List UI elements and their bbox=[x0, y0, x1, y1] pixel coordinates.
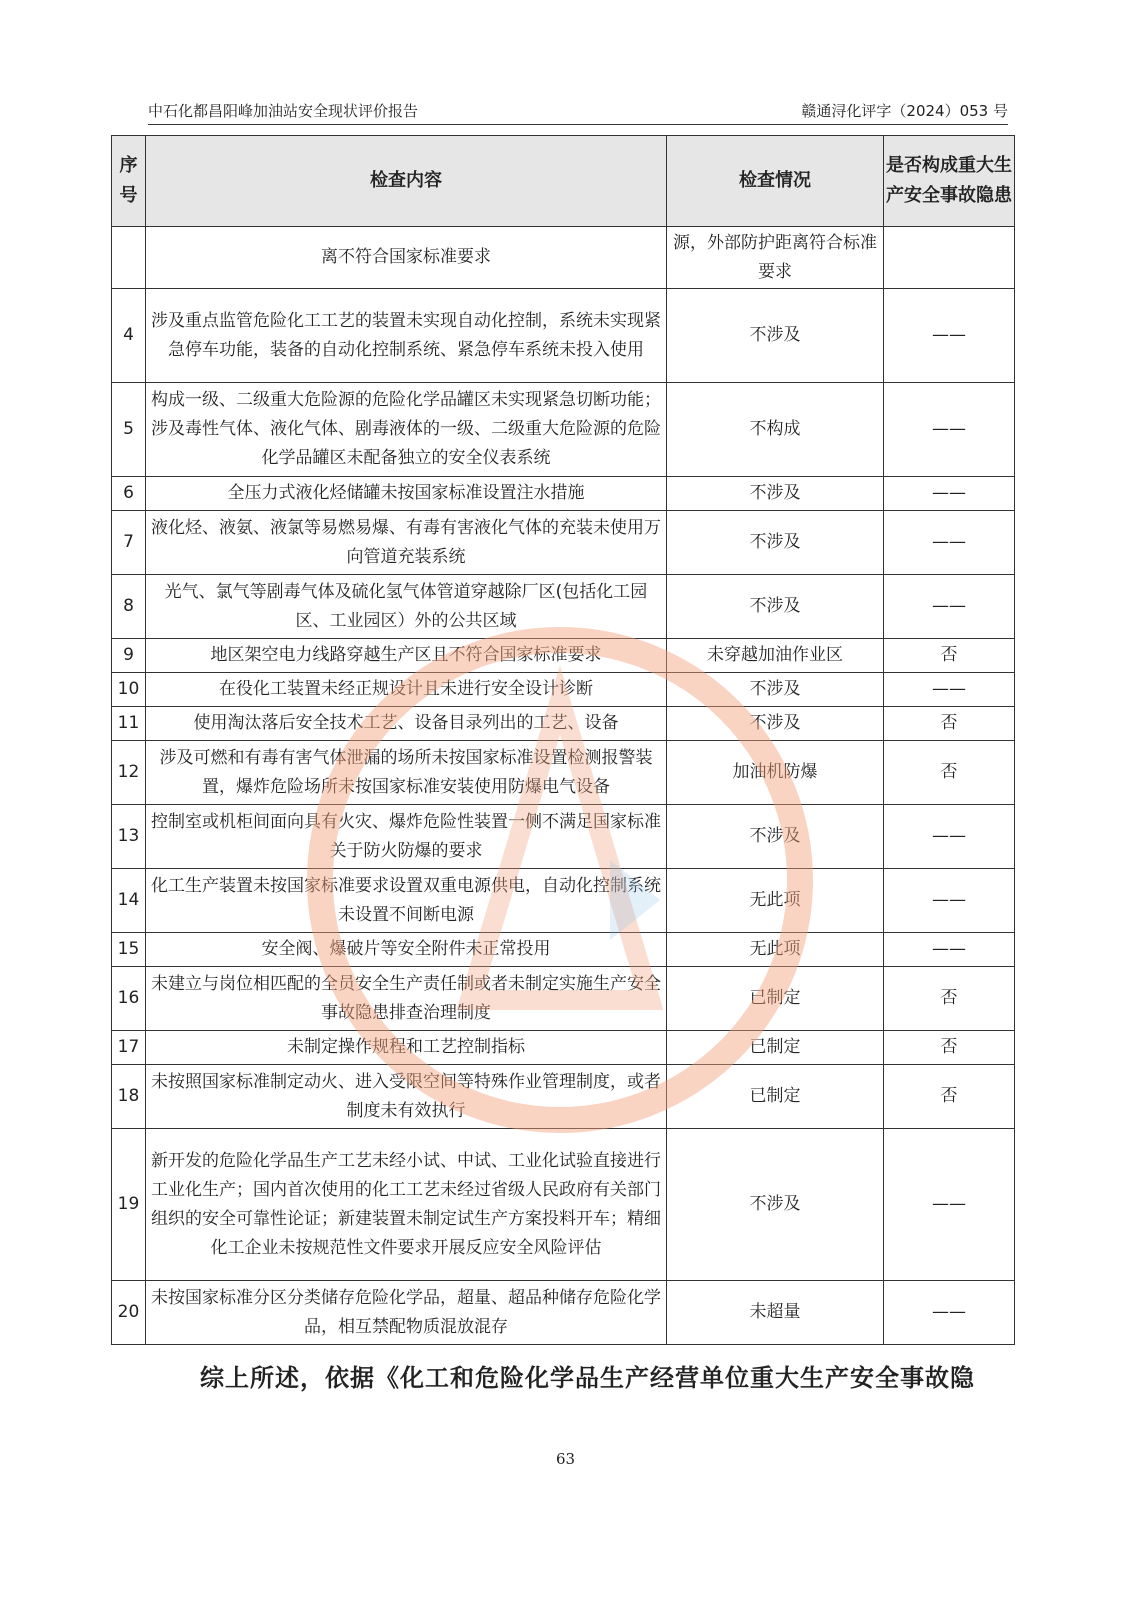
row-number-cell: 16 bbox=[112, 967, 146, 1031]
check-status-cell: 不涉及 bbox=[667, 289, 884, 383]
table-row bbox=[112, 673, 1015, 707]
hazard-verdict-cell: —— bbox=[884, 1281, 1015, 1345]
check-status-cell: 不涉及 bbox=[667, 575, 884, 639]
table-row bbox=[112, 575, 1015, 639]
row-number-cell: 7 bbox=[112, 511, 146, 575]
conclusion-text: 综上所述，依据《化工和危险化学品生产经营单位重大生产安全事故隐 bbox=[200, 1364, 975, 1392]
check-status-cell: 已制定 bbox=[667, 967, 884, 1031]
table-row bbox=[112, 869, 1015, 933]
row-number-cell: 9 bbox=[112, 639, 146, 673]
check-status-cell: 未穿越加油作业区 bbox=[667, 639, 884, 673]
page-number: 63 bbox=[555, 1450, 576, 1468]
row-number-cell: 8 bbox=[112, 575, 146, 639]
table-row bbox=[112, 967, 1015, 1031]
row-number-cell: 20 bbox=[112, 1281, 146, 1345]
col-header-hazard: 是否构成重大生产安全事故隐患 bbox=[884, 136, 1015, 227]
table-row bbox=[112, 477, 1015, 511]
row-number-cell: 10 bbox=[112, 673, 146, 707]
page-header bbox=[148, 98, 1008, 125]
check-content-cell: 液化烃、液氨、液氯等易燃易爆、有毒有害液化气体的充装未使用万向管道充装系统 bbox=[146, 511, 667, 575]
check-status-cell: 不构成 bbox=[667, 383, 884, 477]
hazard-verdict-cell: —— bbox=[884, 673, 1015, 707]
hazard-verdict-cell: —— bbox=[884, 933, 1015, 967]
row-number-cell: 12 bbox=[112, 741, 146, 805]
col-header-content: 检查内容 bbox=[146, 136, 667, 227]
col-header-no: 序号 bbox=[112, 136, 146, 227]
hazard-verdict-cell: —— bbox=[884, 289, 1015, 383]
check-status-cell: 不涉及 bbox=[667, 477, 884, 511]
row-number-cell: 5 bbox=[112, 383, 146, 477]
row-number-cell: 17 bbox=[112, 1031, 146, 1065]
table-row bbox=[112, 383, 1015, 477]
check-content-cell: 未制定操作规程和工艺控制指标 bbox=[146, 1031, 667, 1065]
hazard-verdict-cell: 否 bbox=[884, 639, 1015, 673]
check-status-cell: 已制定 bbox=[667, 1031, 884, 1065]
check-content-cell: 构成一级、二级重大危险源的危险化学品罐区未实现紧急切断功能；涉及毒性气体、液化气体、剧毒液体的一级、二级重大危险源的危险化学品罐区未配备独立的安全仪表系统 bbox=[146, 383, 667, 477]
row-number-cell: 19 bbox=[112, 1129, 146, 1281]
check-content-cell: 未按照国家标准制定动火、进入受限空间等特殊作业管理制度，或者制度未有效执行 bbox=[146, 1065, 667, 1129]
table-row bbox=[112, 511, 1015, 575]
table-row bbox=[112, 639, 1015, 673]
hazard-verdict-cell: 否 bbox=[884, 967, 1015, 1031]
inspection-table bbox=[111, 135, 1015, 1345]
hazard-verdict-cell: —— bbox=[884, 1129, 1015, 1281]
row-number-cell: 14 bbox=[112, 869, 146, 933]
table-body bbox=[112, 227, 1015, 1345]
check-content-cell: 未按国家标准分区分类储存危险化学品，超量、超品种储存危险化学品，相互禁配物质混放混存 bbox=[146, 1281, 667, 1345]
check-status-cell: 加油机防爆 bbox=[667, 741, 884, 805]
hazard-verdict-cell: —— bbox=[884, 805, 1015, 869]
check-content-cell: 全压力式液化烃储罐未按国家标准设置注水措施 bbox=[146, 477, 667, 511]
table-row bbox=[112, 805, 1015, 869]
check-status-cell: 不涉及 bbox=[667, 805, 884, 869]
check-status-cell: 已制定 bbox=[667, 1065, 884, 1129]
check-content-cell: 光气、氯气等剧毒气体及硫化氢气体管道穿越除厂区(包括化工园区、工业园区）外的公共区域 bbox=[146, 575, 667, 639]
table-row bbox=[112, 707, 1015, 741]
check-status-cell: 不涉及 bbox=[667, 707, 884, 741]
hazard-verdict-cell: —— bbox=[884, 511, 1015, 575]
col-header-status: 检查情况 bbox=[667, 136, 884, 227]
check-content-cell: 涉及重点监管危险化工工艺的装置未实现自动化控制，系统未实现紧急停车功能，装备的自动化控制系统、紧急停车系统未投入使用 bbox=[146, 289, 667, 383]
check-status-cell: 不涉及 bbox=[667, 1129, 884, 1281]
row-number-cell: 18 bbox=[112, 1065, 146, 1129]
table-row bbox=[112, 1031, 1015, 1065]
row-number-cell: 13 bbox=[112, 805, 146, 869]
hazard-verdict-cell: 否 bbox=[884, 1031, 1015, 1065]
table-row bbox=[112, 741, 1015, 805]
hazard-verdict-cell: —— bbox=[884, 869, 1015, 933]
hazard-verdict-cell: —— bbox=[884, 575, 1015, 639]
table-row bbox=[112, 227, 1015, 289]
report-title: 中石化都昌阳峰加油站安全现状评价报告 bbox=[148, 102, 419, 120]
table-row bbox=[112, 1065, 1015, 1129]
check-content-cell: 未建立与岗位相匹配的全员安全生产责任制或者未制定实施生产安全事故隐患排查治理制度 bbox=[146, 967, 667, 1031]
row-number-cell: 11 bbox=[112, 707, 146, 741]
row-number-cell: 6 bbox=[112, 477, 146, 511]
hazard-verdict-cell: 否 bbox=[884, 707, 1015, 741]
row-number-cell: 15 bbox=[112, 933, 146, 967]
row-number-cell bbox=[112, 227, 146, 289]
hazard-verdict-cell bbox=[884, 227, 1015, 289]
check-status-cell: 未超量 bbox=[667, 1281, 884, 1345]
table-header-row bbox=[112, 136, 1015, 227]
report-number: 赣通浔化评字（2024）053 号 bbox=[801, 102, 1008, 120]
check-content-cell: 地区架空电力线路穿越生产区且不符合国家标准要求 bbox=[146, 639, 667, 673]
check-content-cell: 控制室或机柜间面向具有火灾、爆炸危险性装置一侧不满足国家标准关于防火防爆的要求 bbox=[146, 805, 667, 869]
check-status-cell: 无此项 bbox=[667, 869, 884, 933]
table-row bbox=[112, 933, 1015, 967]
check-status-cell: 无此项 bbox=[667, 933, 884, 967]
check-content-cell: 在役化工装置未经正规设计且未进行安全设计诊断 bbox=[146, 673, 667, 707]
hazard-verdict-cell: —— bbox=[884, 477, 1015, 511]
check-content-cell: 化工生产装置未按国家标准要求设置双重电源供电，自动化控制系统未设置不间断电源 bbox=[146, 869, 667, 933]
check-content-cell: 使用淘汰落后安全技术工艺、设备目录列出的工艺、设备 bbox=[146, 707, 667, 741]
check-content-cell: 安全阀、爆破片等安全附件未正常投用 bbox=[146, 933, 667, 967]
check-status-cell: 不涉及 bbox=[667, 673, 884, 707]
check-content-cell: 涉及可燃和有毒有害气体泄漏的场所未按国家标准设置检测报警装置，爆炸危险场所未按国家标准安装使用防爆电气设备 bbox=[146, 741, 667, 805]
row-number-cell: 4 bbox=[112, 289, 146, 383]
check-content-cell: 新开发的危险化学品生产工艺未经小试、中试、工业化试验直接进行工业化生产；国内首次使用的化工工艺未经过省级人民政府有关部门组织的安全可靠性论证；新建装置未制定试生产方案投料开车；精细化工企业未按规范性文件要求开展反应安全风险评估 bbox=[146, 1129, 667, 1281]
table-row bbox=[112, 289, 1015, 383]
hazard-verdict-cell: 否 bbox=[884, 741, 1015, 805]
table-row bbox=[112, 1129, 1015, 1281]
check-status-cell: 源，外部防护距离符合标准要求 bbox=[667, 227, 884, 289]
hazard-verdict-cell: 否 bbox=[884, 1065, 1015, 1129]
table-row bbox=[112, 1281, 1015, 1345]
hazard-verdict-cell: —— bbox=[884, 383, 1015, 477]
check-status-cell: 不涉及 bbox=[667, 511, 884, 575]
check-content-cell: 离不符合国家标准要求 bbox=[146, 227, 667, 289]
